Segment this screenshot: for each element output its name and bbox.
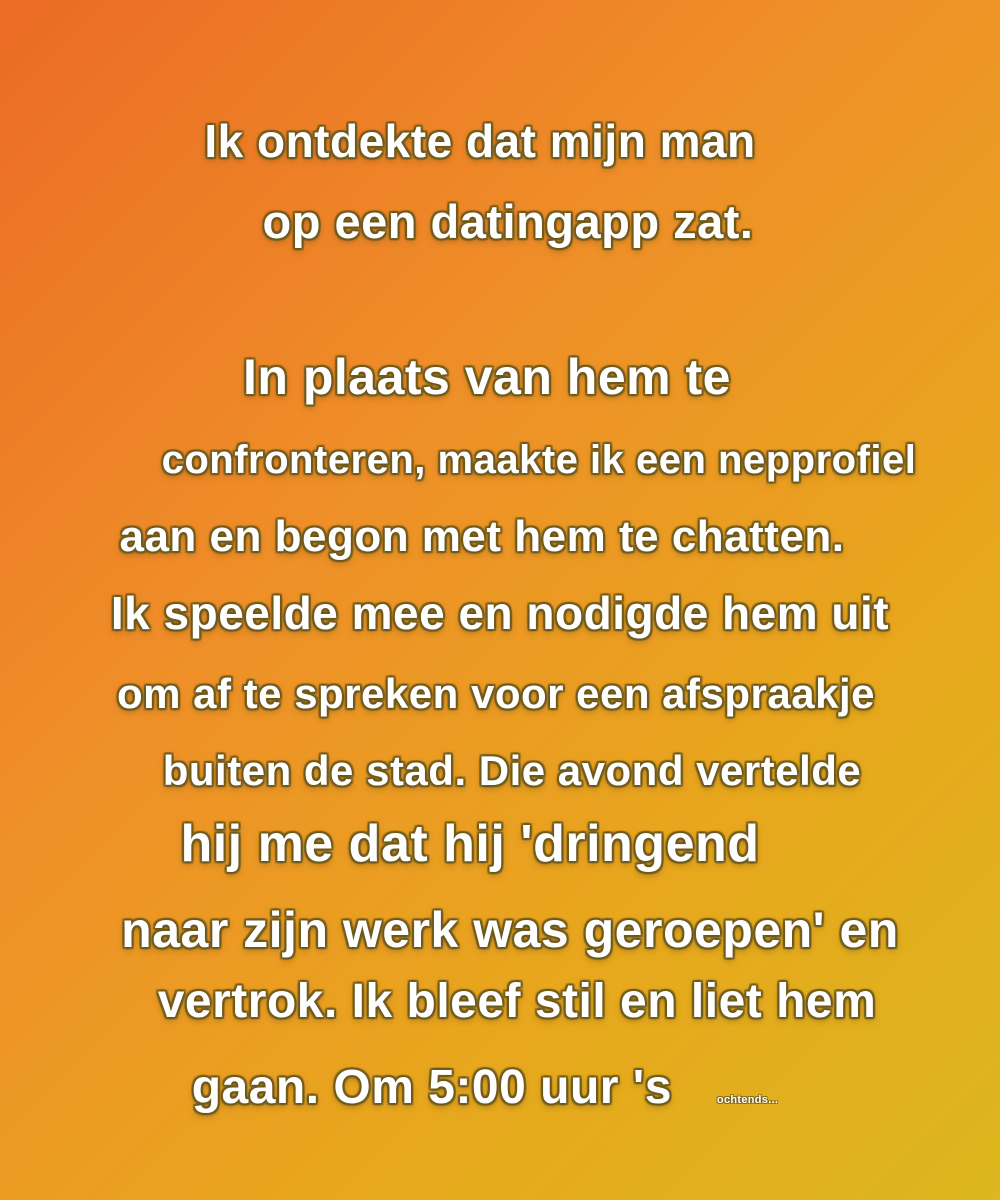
caption-line: In plaats van hem te [243, 349, 731, 405]
caption-small-suffix: ochtends... [716, 1094, 779, 1106]
caption-line: hij me dat hij 'dringend [180, 815, 760, 873]
caption-line: naar zijn werk was geroepen' en [121, 902, 899, 958]
caption-line: buiten de stad. Die avond vertelde [162, 747, 862, 794]
caption-line-text: gaan. Om 5:00 uur 's [191, 1061, 672, 1114]
caption-line: om af te spreken voor een afspraakje [117, 670, 875, 717]
caption-line: op een datingapp zat. [262, 195, 754, 248]
caption-line: vertrok. Ik bleef stil en liet hem [157, 975, 877, 1028]
caption-line: aan en begon met hem te chatten. [119, 512, 845, 561]
caption-line: Ik ontdekte dat mijn man [204, 115, 756, 167]
caption-line-last [0, 1061, 985, 1114]
caption-line: Ik speelde mee en nodigde hem uit [110, 587, 890, 639]
caption-line: confronteren, maakte ik een nepprofiel [161, 438, 917, 482]
